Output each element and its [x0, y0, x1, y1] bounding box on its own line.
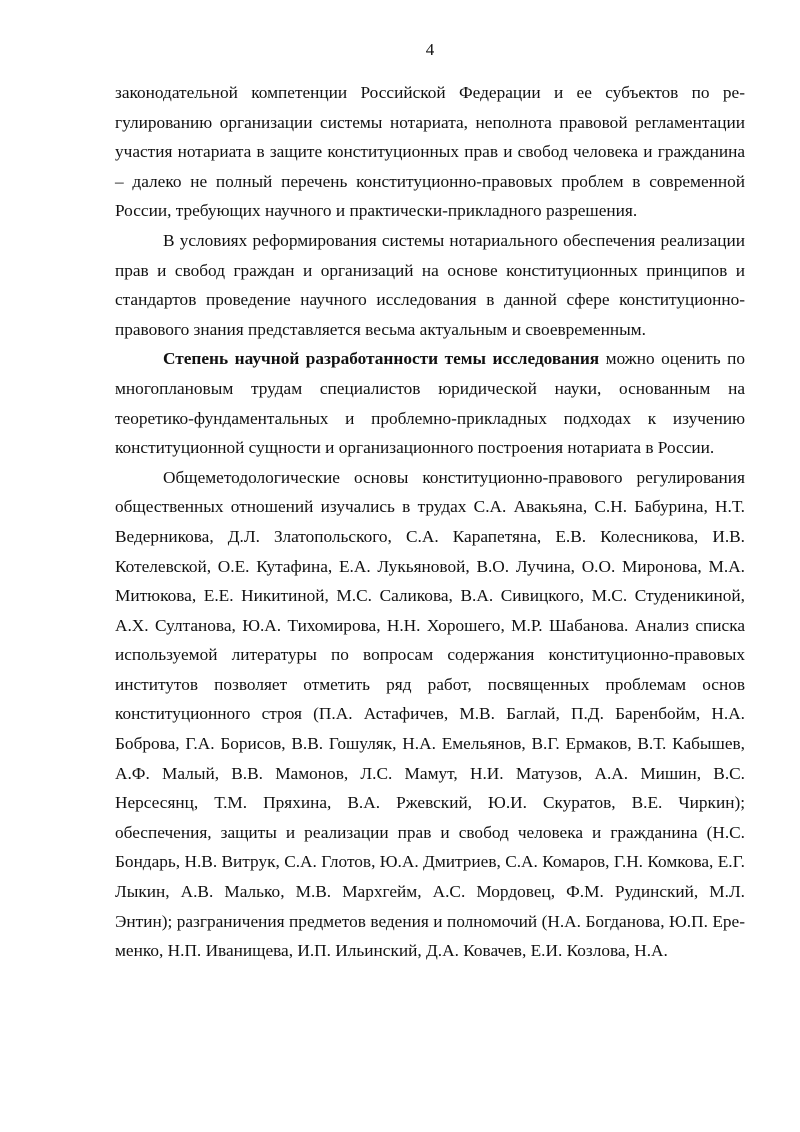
page-number: 4: [425, 40, 435, 59]
paragraph-3-bold-lead: Степень научной разработанности темы исследования: [163, 349, 600, 369]
paragraph-4: [115, 463, 745, 966]
paragraph-4-text: Общеметодологические основы конституционно-правового регулирования общественных отношений изучались в трудах С.А. Авакьяна, С.Н. Бабурина, Н.Т. Ведерникова, Д.Л. Златопольского, С.А. Карапетяна, Е.В. Колесникова, И.В. Котелевской, О.Е. Кутафина, Е.А. Лукьяновой, В.О. Лучина, О.О. Миронова, М.А. Митюкова, Е.Е. Никитиной, М.С. Саликова, В.А. Сивицкого, М.С. Студеникиной, А.Х. Султанова, Ю.А. Тихомирова, Н.Н. Хорошего, М.Р. Шабанова. Анализ списка используемой литературы по вопросам содержания конституционно-правовых институтов позволяет отметить ряд работ, посвященных проблемам основ конституционного строя (П.А. Астафичев, М.В. Баглай, П.Д. Баренбойм, Н.А. Боброва, Г.А. Борисов, В.В. Гошуляк, Н.А. Емельянов, В.Г. Ермаков, В.Т. Кабышев, А.Ф. Малый, В.В. Мамонов, Л.С. Мамут, Н.И. Матузов, А.А. Мишин, В.С. Нерсесянц, Т.М. Пряхина, В.А. Ржевский, Ю.И. Скуратов, В.Е. Чиркин); обеспечения, защиты и реализации прав и свобод человека и гражданина (Н.С. Бондарь, Н.В. Витрук, С.А. Глотов, Ю.А. Дмитриев, С.А. Комаров, Г.Н. Комкова, Е.Г. Лыкин, А.В. Малько, М.В. Мархгейм, А.С. Мордовец, Ф.М. Рудинский, М.Л. Энтин); разграничения предметов ведения и полномочий (Н.А. Богданова, Ю.П. Еременко, Н.П. Иванищева, И.П. Ильинский, Д.А. Ковачев, Е.И. Козлова, Н.А.: [115, 467, 745, 961]
paragraph-2: [115, 226, 745, 344]
paragraph-1-text: законодательной компетенции Российской Федерации и ее субъектов по регулированию организации системы нотариата, неполнота правовой регламентации участия нотариата в защите конституционных прав и свобод человека и гражданина – далеко не полный перечень конституционно-правовых проблем в современной России, требующих научного и практически-прикладного разрешения.: [115, 83, 745, 221]
paragraph-1: [115, 78, 745, 226]
paragraph-2-text: В условиях реформирования системы нотариального обеспечения реализации прав и свобод граждан и организаций на основе конституционных принципов и стандартов проведение научного исследования в данной сфере конституционно-правового знания представляется весьма актуальным и своевременным.: [115, 230, 745, 339]
paragraph-3-text: можно оценить по многоплановым трудам специалистов юридической науки, основанным на теоретико-фундаментальных и проблемно-прикладных подходах к изучению конституционной сущности и организационного построения нотариата в России.: [115, 349, 745, 458]
paragraph-3: [115, 344, 745, 462]
document-page: [115, 40, 745, 966]
